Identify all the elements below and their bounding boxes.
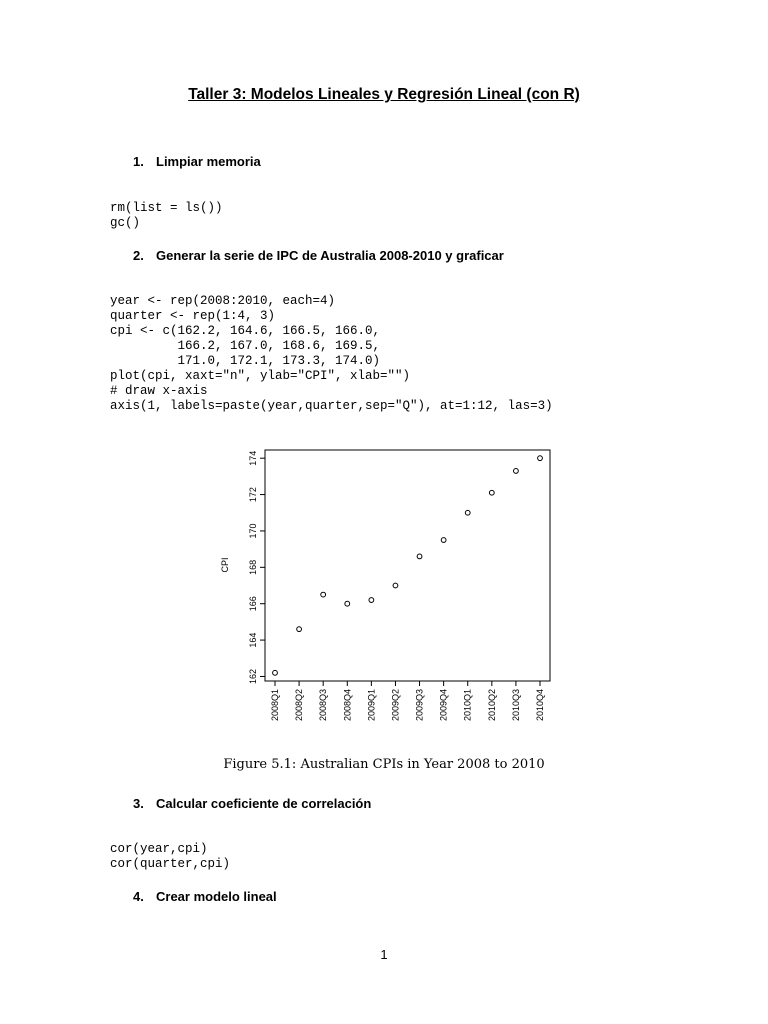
section-1-title: Limpiar memoria (156, 154, 261, 169)
y-tick-label: 168 (248, 559, 258, 575)
section-2-number: 2. (133, 248, 144, 263)
y-tick-label: 166 (248, 596, 258, 612)
y-tick-label: 162 (248, 668, 258, 684)
data-point (393, 583, 398, 588)
data-point (441, 538, 446, 543)
page-number: 1 (380, 947, 388, 962)
data-point (297, 627, 302, 632)
section-3-title: Calcular coeficiente de correlación (156, 796, 372, 811)
page-title: Taller 3: Modelos Lineales y Regresión Lineal (con R) (188, 86, 580, 103)
figure-caption: Figure 5.1: Australian CPIs in Year 2008 to 2010 (223, 757, 545, 772)
y-tick-label: 174 (248, 450, 258, 466)
x-tick-label: 2009Q1 (366, 689, 377, 722)
section-4-number: 4. (133, 889, 144, 904)
section-4-title: Crear modelo lineal (156, 889, 277, 904)
plot-frame (265, 450, 550, 681)
cpi-scatter-plot (210, 438, 560, 738)
code-block-correlation: cor(year,cpi) cor(quarter,cpi) (110, 842, 231, 871)
y-axis-title: CPI (220, 557, 230, 573)
x-tick-label: 2008Q4 (342, 689, 353, 722)
section-3-heading (133, 796, 371, 811)
section-1-heading (133, 154, 261, 169)
section-2-heading (133, 248, 504, 263)
code-block-cpi-series: year <- rep(2008:2010, each=4) quarter <- rep(1:4, 3) cpi <- c(162.2, 164.6, 166.5, 166.0, 166.2, 167.0, 168.6, 169.5, 171.0, 172.1, 173.3, 174.0) plot(cpi, xaxt="n", ylab="CPI", xlab="") # draw x-axis axis(1, labels=paste(year,quarter,sep="Q"), at=1:12, las=3) (110, 294, 553, 413)
x-tick-label: 2010Q4 (535, 689, 545, 722)
x-tick-label: 2008Q3 (318, 689, 329, 722)
x-tick-label: 2009Q4 (438, 689, 449, 722)
data-point (489, 490, 494, 495)
data-point (345, 601, 350, 606)
section-4-heading (133, 889, 277, 904)
x-tick-label: 2009Q3 (414, 689, 425, 722)
y-axis (248, 451, 265, 684)
data-point (273, 670, 278, 675)
y-tick-label: 164 (248, 632, 258, 648)
data-points (273, 456, 543, 675)
x-tick-label: 2010Q2 (486, 689, 497, 722)
data-point (417, 554, 422, 559)
x-axis (270, 681, 545, 721)
x-tick-label: 2008Q1 (270, 689, 280, 722)
section-1-number: 1. (133, 154, 144, 169)
code-block-clear-memory: rm(list = ls()) gc() (110, 201, 223, 230)
x-tick-label: 2008Q2 (294, 689, 305, 722)
data-point (369, 598, 374, 603)
section-2-title: Generar la serie de IPC de Australia 2008-2010 y graficar (156, 248, 504, 263)
x-tick-label: 2010Q3 (510, 689, 521, 722)
section-3-number: 3. (133, 796, 144, 811)
x-tick-label: 2010Q1 (462, 689, 473, 722)
x-tick-label: 2009Q2 (390, 689, 401, 722)
data-point (321, 592, 326, 597)
data-point (465, 510, 470, 515)
y-tick-label: 172 (248, 487, 258, 503)
y-tick-label: 170 (248, 523, 258, 539)
data-point (514, 469, 519, 474)
data-point (538, 456, 543, 461)
